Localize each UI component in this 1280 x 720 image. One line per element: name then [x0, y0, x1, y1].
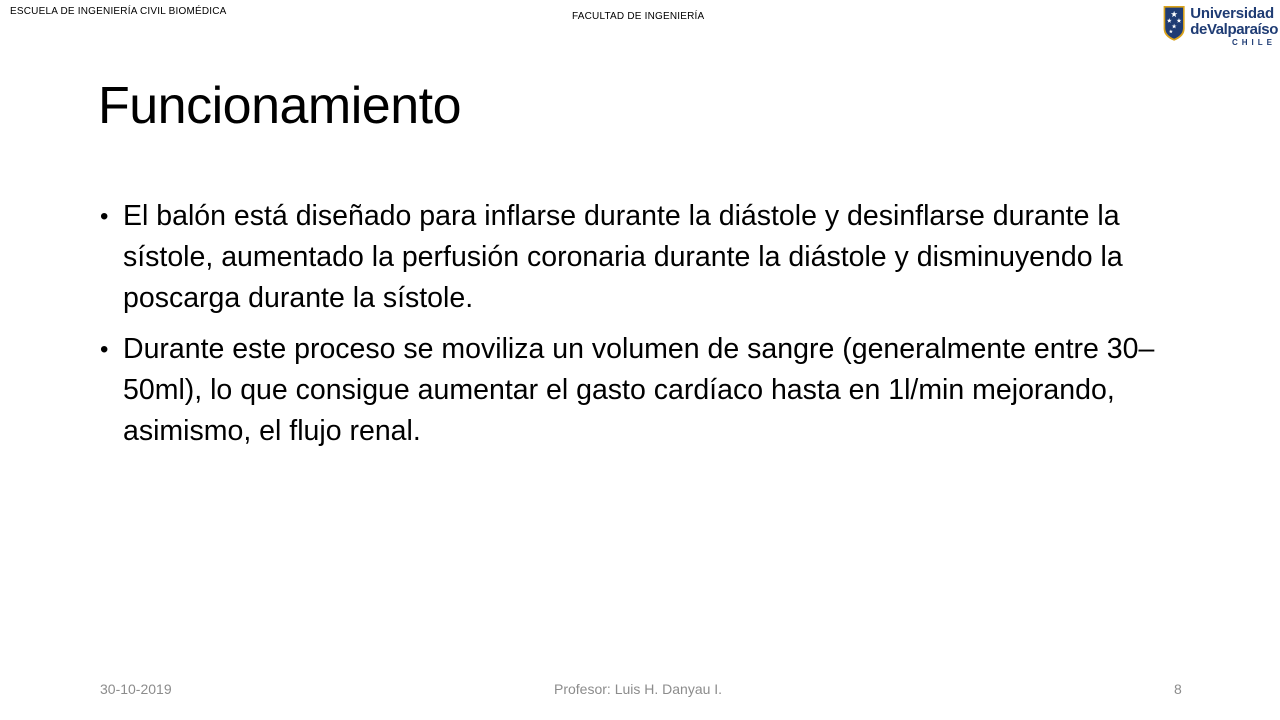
faculty-name: FACULTAD DE INGENIERÍA [572, 11, 705, 22]
footer-professor: Profesor: Luis H. Danyau I. [554, 681, 723, 697]
bullet-item [100, 329, 1180, 452]
logo-line-3: CHILE [1232, 38, 1276, 47]
footer-date: 30-10-2019 [100, 681, 172, 697]
bullet-icon: • [100, 203, 109, 230]
logo-line-1: Universidad [1190, 5, 1274, 22]
page-number: 8 [1174, 681, 1182, 697]
bullet-list [100, 196, 1180, 462]
slide-title: Funcionamiento [98, 77, 461, 135]
logo-line-2: deValparaíso [1190, 21, 1278, 38]
school-name: ESCUELA DE INGENIERÍA CIVIL BIOMÉDICA [10, 6, 227, 17]
bullet-item [100, 196, 1180, 319]
bullet-icon: • [100, 336, 109, 363]
shield-icon [1162, 0, 1186, 46]
university-logo [1162, 0, 1278, 48]
bullet-text: Durante este proceso se moviliza un volumen de sangre (generalmente entre 30–50ml), lo que consigue aumentar el gasto cardíaco hasta en 1l/min mejorando, asimismo, el flujo renal. [123, 333, 1155, 447]
bullet-text: El balón está diseñado para inflarse durante la diástole y desinflarse durante la sístole, aumentado la perfusión coronaria durante la diástole y disminuyendo la poscarga durante la sístole. [123, 200, 1123, 314]
